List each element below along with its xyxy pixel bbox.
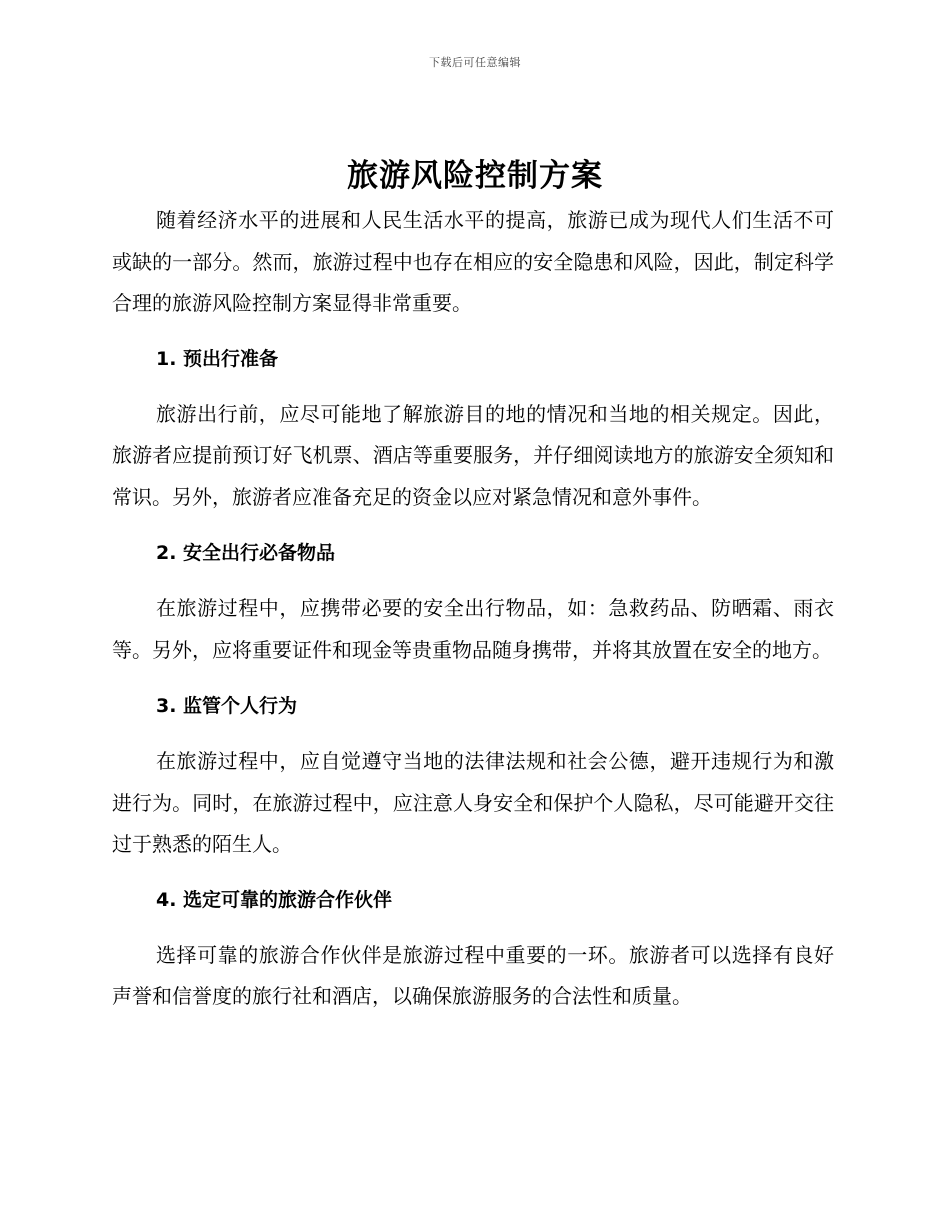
section-heading-3: 3. 监管个人行为 — [156, 695, 298, 717]
section-heading-2: 2. 安全出行必备物品 — [156, 542, 336, 564]
header-note: 下载后可任意编辑 — [429, 56, 521, 69]
section-body-3: 在旅游过程中，应自觉遵守当地的法律法规和社会公德，避开违规行为和激进行为。同时，在旅游过程中，应注意人身安全和保护个人隐私，尽可能避开交往过于熟悉的陌生人。 — [112, 749, 834, 856]
section-body-2: 在旅游过程中，应携带必要的安全出行物品，如：急救药品、防晒霜、雨衣等。另外，应将重要证件和现金等贵重物品随身携带，并将其放置在安全的地方。 — [112, 596, 834, 662]
document-body — [112, 200, 834, 1018]
section-body-1: 旅游出行前，应尽可能地了解旅游目的地的情况和当地的相关规定。因此，旅游者应提前预订好飞机票、酒店等重要服务，并仔细阅读地方的旅游安全须知和常识。另外，旅游者应准备充足的资金以应对紧急情况和意外事件。 — [112, 401, 834, 509]
section-heading-1: 1. 预出行准备 — [156, 347, 279, 370]
document-title: 旅游风险控制方案 — [347, 158, 603, 194]
section-heading-4: 4. 选定可靠的旅游合作伙伴 — [156, 888, 393, 911]
intro-paragraph: 随着经济水平的进展和人民生活水平的提高，旅游已成为现代人们生活不可或缺的一部分。然而，旅游过程中也存在相应的安全隐患和风险，因此，制定科学合理的旅游风险控制方案显得非常重要。 — [112, 208, 834, 315]
section-body-4: 选择可靠的旅游合作伙伴是旅游过程中重要的一环。旅游者可以选择有良好声誉和信誉度的旅行社和酒店，以确保旅游服务的合法性和质量。 — [112, 942, 834, 1008]
